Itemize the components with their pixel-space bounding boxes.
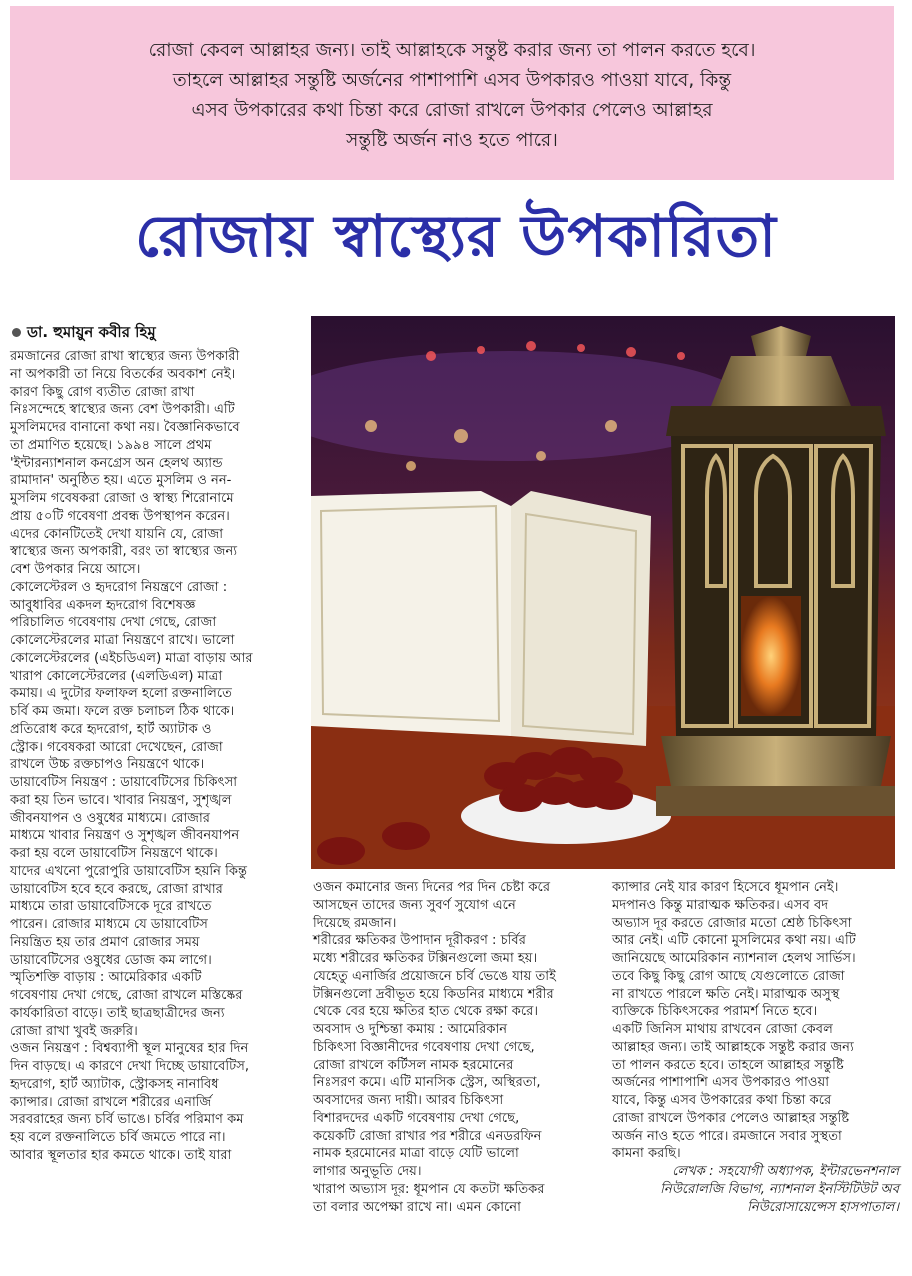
text-line: রমজানের রোজা রাখা স্বাস্থ্যের জন্য উপকারী xyxy=(10,349,240,364)
text-line: ওজন কমানোর জন্য দিনের পর দিন চেষ্টা করে xyxy=(313,880,551,895)
text-line: রোজা রাখলে উপকার পেলেও আল্লাহর সন্তুষ্টি xyxy=(612,1110,850,1126)
text-line: পারেন। রোজার মাধ্যমে যে ডায়াবেটিস xyxy=(10,917,208,932)
lantern-quran-dates-illustration xyxy=(311,316,895,869)
text-line: কার্যকারিতা বাড়ে। তাই ছাত্রছাত্রীদের জন্য xyxy=(10,1005,225,1021)
text-line: খারাপ অভ্যাস দূর: ধূমপান যে কতটা ক্ষতিকর xyxy=(313,1181,545,1197)
text-line: জানিয়েছে আমেরিকান ন্যাশনাল হেলথ সার্ভিস। xyxy=(612,951,856,966)
text-line: বিশারদদের একটি গবেষণায় দেখা গেছে, xyxy=(313,1110,520,1126)
text-line: অর্জনের পাশাপাশি এসব উপকারও পাওয়া xyxy=(612,1075,830,1091)
text-line: মধ্যে শরীরের ক্ষতিকর টক্সিনগুলো জমা হয়। xyxy=(313,951,538,966)
text-line: মদপানও কিন্তু মারাত্মক ক্ষতিকর। এসব বদ xyxy=(612,897,829,913)
text-line: কোলেস্টেরল ও হৃদরোগ নিয়ন্ত্রণে রোজা : xyxy=(10,579,228,595)
pull-quote-line: এসব উপকারের কথা চিন্তা করে রোজা রাখলে উপকার পেলেও আল্লাহর xyxy=(191,100,713,121)
text-line: আসছেন তাদের জন্য সুবর্ণ সুযোগ এনে xyxy=(313,897,516,913)
text-line: ওজন নিয়ন্ত্রণ : বিশ্বব্যাপী স্থূল মানুষের হার দিন xyxy=(10,1041,249,1057)
pull-quote-line: রোজা কেবল আল্লাহর জন্য। তাই আল্লাহকে সন্তুষ্ট করার জন্য তা পালন করতে হবে। xyxy=(148,40,756,61)
text-line: স্বাস্থ্যের জন্য অপকারী, বরং তা স্বাস্থ্যের জন্য xyxy=(10,544,238,560)
text-line: ক্যান্সার। রোজা রাখলে শরীরের এনার্জি xyxy=(10,1094,212,1110)
text-line: একটি জিনিস মাথায় রাখবেন রোজা কেবল xyxy=(612,1022,833,1037)
text-line: না রাখতে পারলে ক্ষতি নেই। মারাত্মক অসুস্থ xyxy=(612,986,840,1002)
text-line: এদের কোনটিতেই দেখা যায়নি যে, রোজা xyxy=(10,526,224,542)
text-line: কয়েকটি রোজা রাখার পর শরীরে এনডরফিন xyxy=(313,1128,542,1144)
text-line: ডায়াবেটিসের ওষুধের ডোজ কম লাগে। xyxy=(10,952,212,968)
text-line: কোলেস্টেরলের (এইচডিএল) মাত্রা বাড়ায় আর xyxy=(10,650,253,666)
text-line: মাধ্যমে তারা ডায়াবেটিসকে দূরে রাখতে xyxy=(10,899,212,915)
article-column-1 xyxy=(10,348,300,1165)
text-line: মুসলিমদের বানানো কথা নয়। বৈজ্ঞানিকভাবে xyxy=(10,420,240,435)
pull-quote-line: তাহলে আল্লাহর সন্তুষ্টি অর্জনের পাশাপাশি এসব উপকারও পাওয়া যাবে, কিন্তু xyxy=(172,70,732,91)
text-line: যাবে, কিন্তু এসব উপকারের কথা চিন্তা করে xyxy=(612,1093,832,1108)
author-name: ডা. হুমায়ুন কবীর হিমু xyxy=(27,323,156,341)
text-line: কামনা করছি। xyxy=(612,1146,681,1162)
author-note-line: লেখক : সহযোগী অধ্যাপক, ইন্টারভেনশনাল xyxy=(672,1164,899,1179)
text-line: মুসলিম গবেষকরা রোজা ও স্বাস্থ্য শিরোনামে xyxy=(10,491,234,506)
text-line: রোজা রাখলে কর্টিসল নামক হরমোনের xyxy=(313,1057,514,1073)
text-line: বেশ উপকার নিয়ে আসে। xyxy=(10,562,141,577)
text-line: 'ইন্টারন্যাশনাল কনগ্রেস অন হেলথ অ্যান্ড xyxy=(10,455,223,471)
text-line: দিন বাড়ছে। এ কারণে দেখা দিচ্ছে ডায়াবেটিস, xyxy=(10,1059,250,1074)
text-line: লাগার অনুভূতি দেয়। xyxy=(313,1164,422,1179)
text-line: না অপকারী তা নিয়ে বিতর্কের অবকাশ নেই। xyxy=(10,366,236,382)
bullet-icon xyxy=(12,328,21,337)
text-line: স্ট্রোক। গবেষকরা আরো দেখেছেন, রোজা xyxy=(10,739,223,755)
text-line: থেকে বের হয়ে ক্ষতির হাত থেকে রক্ষা করে। xyxy=(313,1004,539,1020)
text-line: পরিচালিত গবেষণায় দেখা গেছে, রোজা xyxy=(10,615,217,631)
text-line: চর্বি কম জমা। ফলে রক্ত চলাচল ঠিক থাকে। xyxy=(10,704,235,719)
author-note-line: নিউরোসায়েন্সেস হাসপাতাল। xyxy=(747,1199,899,1215)
text-line: অবসাদ ও দুশ্চিন্তা কমায় : আমেরিকান xyxy=(313,1022,508,1037)
text-line: হৃদরোগ, হার্ট অ্যাটাক, স্ট্রোকসহ নানাবিধ xyxy=(10,1076,219,1092)
text-line: ক্যান্সার নেই যার কারণ হিসেবে ধূমপান নেই। xyxy=(612,880,839,895)
text-line: নামক হরমোনের মাত্রা বাড়ে যেটি ভালো xyxy=(313,1146,519,1162)
text-line: গবেষণায় দেখা গেছে, রোজা রাখলে মস্তিষ্কের xyxy=(10,988,243,1003)
text-line: শরীরের ক্ষতিকর উপাদান দূরীকরণ : চর্বির xyxy=(313,933,526,949)
text-line: দিয়েছে রমজান। xyxy=(313,915,397,931)
text-line: মাধ্যমে খাবার নিয়ন্ত্রণ ও সুশৃঙ্খল জীবনযাপন xyxy=(10,828,240,844)
text-line: রোজা রাখা খুবই জরুরি। xyxy=(10,1023,138,1039)
text-line: অবসাদের জন্য দায়ী। আরব চিকিৎসা xyxy=(313,1093,504,1108)
article-column-3 xyxy=(612,879,899,1216)
text-line: সরবরাহের জন্য চর্বি ভাঙে। চর্বির পরিমাণ কম xyxy=(10,1112,244,1128)
text-line: প্রতিরোধ করে হৃদরোগ, হার্ট অ্যাটাক ও xyxy=(10,721,212,737)
text-line: তা বলার অপেক্ষা রাখে না। এমন কোনো xyxy=(313,1199,521,1215)
text-line: তা প্রমাণিত হয়েছে। ১৯৯৪ সালে প্রথম xyxy=(10,437,212,453)
text-line: আর নেই। এটি কোনো মুসলিমের কথা নয়। এটি xyxy=(612,933,856,949)
text-line: রামাদান' অনুষ্ঠিত হয়। এতে মুসলিম ও নন- xyxy=(10,473,232,489)
text-line: আবুধাবির একদল হৃদরোগ বিশেষজ্ঞ xyxy=(10,597,196,613)
text-line: আল্লাহর জন্য। তাই আল্লাহকে সন্তুষ্ট করার জন্য xyxy=(612,1039,854,1055)
article-photo xyxy=(311,316,895,869)
author-note-line: নিউরোলজি বিভাগ, ন্যাশনাল ইনস্টিটিউট অব xyxy=(660,1181,899,1197)
text-line: তা পালন করতে হবে। তাহলে আল্লাহর সন্তুষ্টি xyxy=(612,1057,844,1073)
text-line: জীবনযাপন ও ওষুধের মাধ্যমে। রোজার xyxy=(10,810,210,826)
text-line: যেহেতু এনার্জির প্রয়োজনে চর্বি ভেঙে যায় তাই xyxy=(313,968,556,984)
text-line: কোলেস্টেরলের মাত্রা নিয়ন্ত্রণে রাখে। ভালো xyxy=(10,633,235,648)
text-line: ব্যক্তিকে চিকিৎসকের পরামর্শ নিতে হবে। xyxy=(612,1004,818,1020)
text-line: রাখলে উচ্চ রক্তচাপও নিয়ন্ত্রণে থাকে। xyxy=(10,757,205,773)
pull-quote xyxy=(10,6,894,180)
text-line: নিঃসরণ কমে। এটি মানসিক স্ট্রেস, অস্থিরতা, xyxy=(313,1075,541,1091)
text-line: কারণ কিছু রোগ ব্যতীত রোজা রাখা xyxy=(10,384,195,400)
text-line: অর্জন নাও হতে পারে। রমজানে সবার সুস্থতা xyxy=(612,1128,842,1144)
text-line: কমায়। এ দুটোর ফলাফল হলো রক্তনালিতে xyxy=(10,686,232,702)
text-line: আবার স্থূলতার হার কমতে থাকে। তাই যারা xyxy=(10,1147,232,1163)
text-line: নিঃসন্দেহে স্বাস্থ্যের জন্য বেশ উপকারী। এটি xyxy=(10,402,235,418)
article-column-2 xyxy=(313,879,602,1216)
text-line: স্মৃতিশক্তি বাড়ায় : আমেরিকার একটি xyxy=(10,970,202,986)
text-line: হয় বলে রক্তনালিতে চর্বি জমতে পারে না। xyxy=(10,1130,226,1145)
byline xyxy=(12,321,156,346)
pull-quote-line: সন্তুষ্টি অর্জন নাও হতে পারে। xyxy=(346,130,558,151)
text-line: ডায়াবেটিস নিয়ন্ত্রণ : ডায়াবেটিসের চিকিৎসা xyxy=(10,775,238,790)
text-line: টক্সিনগুলো দ্রবীভূত হয়ে কিডনির মাধ্যমে শরীর xyxy=(313,986,554,1002)
text-line: চিকিৎসা বিজ্ঞানীদের গবেষণায় দেখা গেছে, xyxy=(313,1039,535,1055)
text-line: তবে কিছু কিছু রোগ আছে যেগুলোতে রোজা xyxy=(612,968,845,984)
text-line: করা হয় বলে ডায়াবেটিস নিয়ন্ত্রণে থাকে। xyxy=(10,846,218,861)
text-line: খারাপ কোলেস্টেরলের (এলডিএল) মাত্রা xyxy=(10,668,223,684)
text-line: ডায়াবেটিস হবে হবে করছে, রোজা রাখার xyxy=(10,881,223,897)
text-line: প্রায় ৫০টি গবেষণা প্রবন্ধ উপস্থাপন করেন। xyxy=(10,508,230,524)
text-line: করা হয় তিন ভাবে। খাবার নিয়ন্ত্রণ, সুশৃঙ্খল xyxy=(10,792,232,808)
text-line: নিয়ন্ত্রিত হয় তার প্রমাণ রোজার সময় xyxy=(10,934,200,950)
text-line: অভ্যাস দূর করতে রোজার মতো শ্রেষ্ঠ চিকিৎসা xyxy=(612,915,852,931)
headline: রোজায় স্বাস্থ্যের উপকারিতা xyxy=(135,202,777,270)
text-line: যাদের এখনো পুরোপুরি ডায়াবেটিস হয়নি কিন্তু xyxy=(10,863,248,879)
